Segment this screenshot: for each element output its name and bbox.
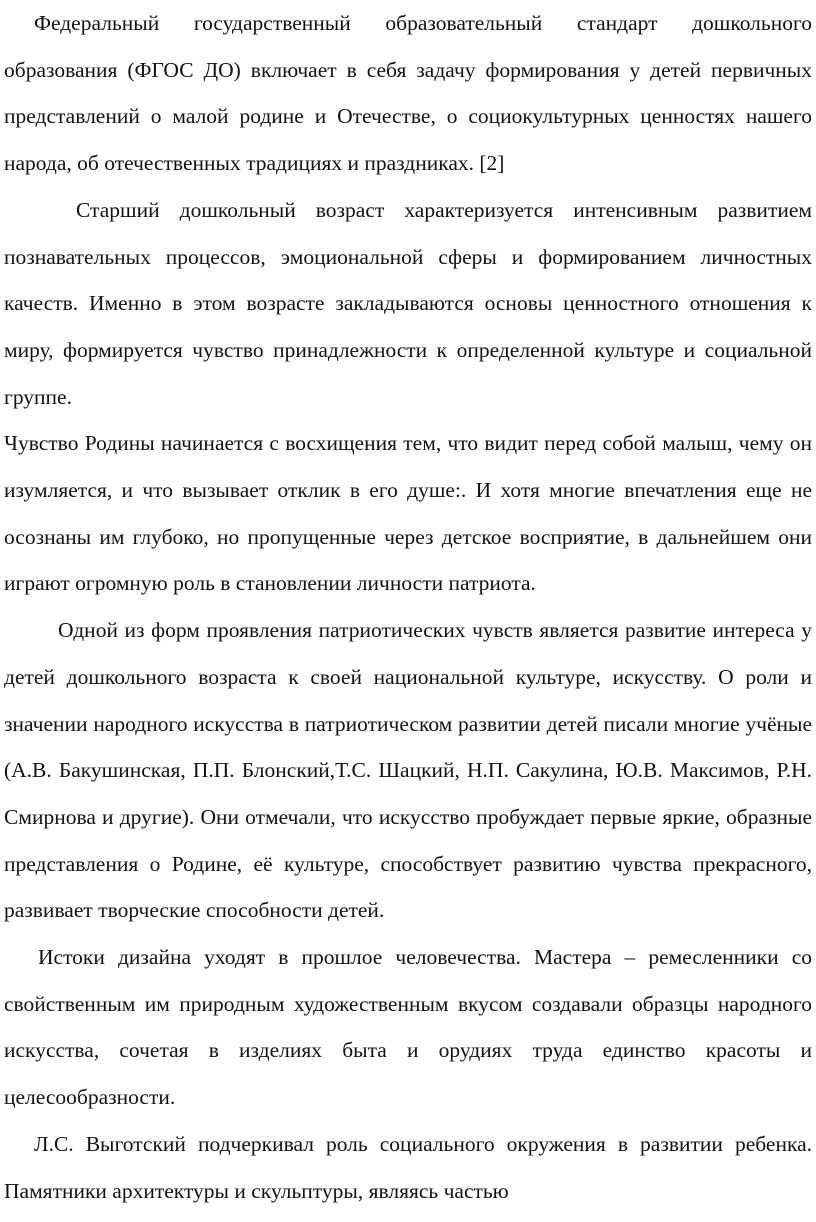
paragraph-vygotsky: Л.С. Выготский подчеркивал роль социального окружения в развитии ребенка. Памятники архитектуры и скульптуры, являясь частью bbox=[4, 1131, 812, 1203]
paragraph-design-origins: Истоки дизайна уходят в прошлое человечества. Мастера – ремесленники со свойственным им природным художественным вкусом создавали образцы народного искусства, сочетая в изделиях быта и орудиях труда единство красоты и целесообразности. bbox=[4, 945, 812, 1110]
paragraph-fgos: Федеральный государственный образовательный стандарт дошкольного образования (ФГОС ДО) включает в себя задачу формирования у детей первичных представлений о малой родине и Отечестве, о социокультурных ценностях нашего народа, об отечественных традициях и праздниках. [2] bbox=[4, 11, 812, 176]
paragraph-patriotic-feelings: Одной из форм проявления патриотических чувств является развитие интереса у детей дошкольного возраста к своей национальной культуре, искусству. О роли и значении народного искусства в патриотическом развитии детей писали многие учёные (А.В. Бакушинская, П.П. Блонский,Т.С. Шацкий, Н.П. Сакулина, Ю.В. Максимов, Р.Н. Смирнова и другие). Они отмечали, что искусство пробуждает первые яркие, образные представления о Родине, её культуре, способствует развитию чувства прекрасного, развивает творческие способности детей. bbox=[4, 618, 812, 923]
paragraph-feeling-of-homeland: Чувство Родины начинается с восхищения тем, что видит перед собой малыш, чему он изумляется, и что вызывает отклик в его душе:. И хотя многие впечатления еще не осознаны им глубоко, но пропущенные через детское восприятие, в дальнейшем они играют огромную роль в становлении личности патриота. bbox=[4, 431, 812, 596]
document-page bbox=[4, 0, 812, 1214]
paragraph-senior-preschool-age: Старший дошкольный возраст характеризуется интенсивным развитием познавательных процессов, эмоциональной сферы и формированием личностных качеств. Именно в этом возрасте закладываются основы ценностного отношения к миру, формируется чувство принадлежности к определенной культуре и социальной группе. bbox=[4, 197, 812, 409]
